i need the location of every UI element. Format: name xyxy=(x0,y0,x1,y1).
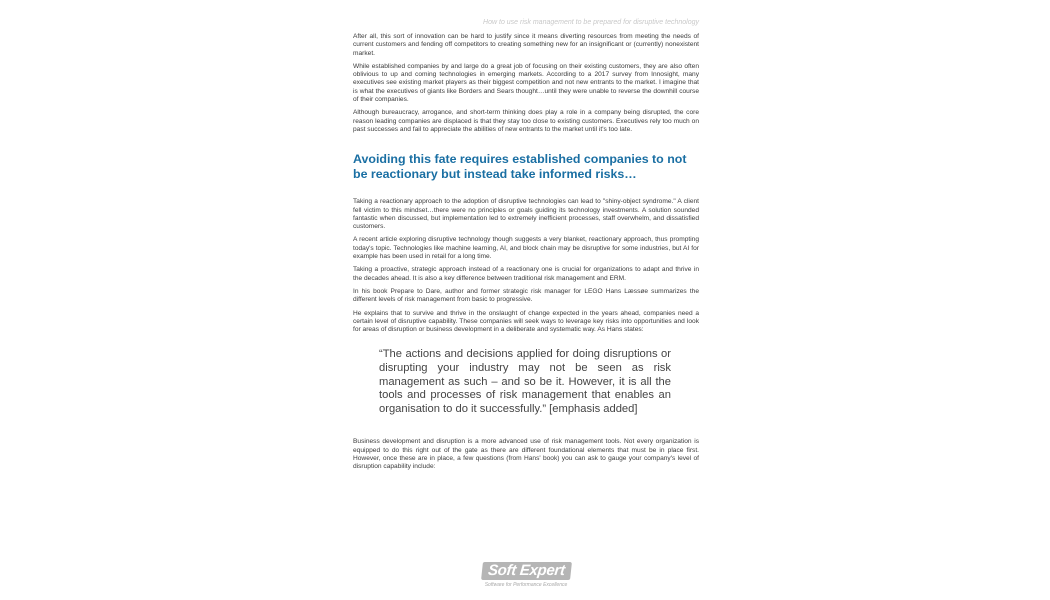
callout-heading: Avoiding this fate requires established companies to not be reactionary but instead take informed risks… xyxy=(353,152,687,182)
document-page xyxy=(353,18,699,598)
logo-tagline: Software for Performance Excellence xyxy=(484,582,568,588)
logo-wordmark: Soft Expert xyxy=(481,562,572,580)
paragraph: A recent article exploring disruptive technology though suggests a very blanket, reactionary approach, thus prompting today's topic. Technologies like machine learning, AI, and block chain may be disruptive for some industries, but AI for example has been used in retail for a long time. xyxy=(353,236,699,261)
paragraph: Taking a reactionary approach to the adoption of disruptive technologies can lead to "shiny-object syndrome." A client fell victim to this mindset…there were no principles or goals guiding its technology investments. A solution sounded fantastic when discussed, but implementation led to extremely inefficient processes, staff overwhelm, and dissatisfied customers. xyxy=(353,198,699,231)
paragraph: In his book Prepare to Dare, author and former strategic risk manager for LEGO Hans Læssøe summarizes the different levels of risk management from basic to progressive. xyxy=(353,287,699,304)
softexpert-logo xyxy=(471,562,581,596)
paragraph: Business development and disruption is a more advanced use of risk management tools. Not every organization is equipped to do this right out of the gate as there are different foundational elements that must be in place first. However, once these are in place, a few questions (from Hans' book) you can ask to gauge your company's level of disruption capability include: xyxy=(353,438,699,471)
running-header: How to use risk management to be prepared for disruptive technology xyxy=(483,19,699,26)
paragraph: After all, this sort of innovation can be hard to justify since it means diverting resources from meeting the needs of current customers and fending off competitors to creating something new for an insignificant or (currently) nonexistent market. xyxy=(353,33,699,57)
paragraph: He explains that to survive and thrive in the onslaught of change expected in the years ahead, companies need a certain level of disruptive capability. These companies will seek ways to leverage key risks into opportunities and look for areas of disruption or business development in a deliberate and systematic way. As Hans states: xyxy=(353,309,699,334)
paragraph: While established companies by and large do a great job of focusing on their existing customers, they are also often oblivious to up and coming technologies in emerging markets. According to a 2017 survey from Innosight, many executives see existing market players as their biggest competition and not new entrants to the market. I imagine that is what the executives of giants like Borders and Sears thought…until they were unable to reverse the downhill course of their companies. xyxy=(353,62,699,104)
paragraph: Taking a proactive, strategic approach instead of a reactionary one is crucial for organizations to adapt and thrive in the decades ahead. It is also a key difference between traditional risk management and ERM. xyxy=(353,266,699,282)
block-quote: “The actions and decisions applied for doing disruptions or disrupting your industry may not be seen as risk management as such – and so be it. However, it is all the tools and processes of risk management that enables an organisation to do it successfully.” [emphasis added] xyxy=(379,348,671,415)
paragraph: Although bureaucracy, arrogance, and short-term thinking does play a role in a company being disrupted, the core reason leading companies are displaced is that they stay too close to existing customers. Executives rely too much on past successes and fail to appreciate the abilities of new entrants to the market until it's too late. xyxy=(353,109,699,133)
